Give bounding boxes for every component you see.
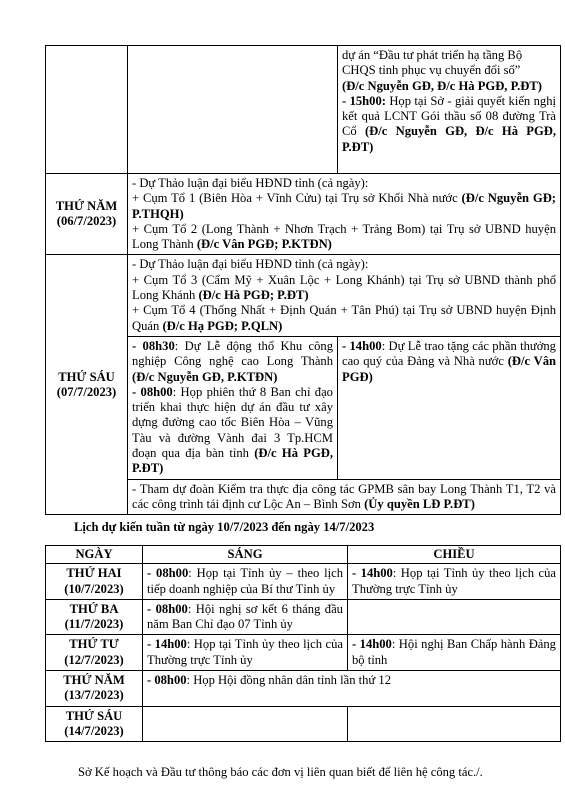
column-header: SÁNG <box>143 546 348 564</box>
schedule-table-current-week <box>45 45 561 515</box>
table-row <box>46 564 561 600</box>
afternoon-cell <box>348 599 561 635</box>
day-cell: THỨ SÁU (14/7/2023) <box>46 706 143 742</box>
full-day-cell: - 08h00: Họp Hội đồng nhân dân tỉnh lần thứ 12 <box>143 671 561 707</box>
afternoon-cell: - 14h00: Họp tại Tỉnh ủy theo lịch của Thường trực Tỉnh ủy <box>348 564 561 600</box>
table-row <box>46 706 561 742</box>
afternoon-cell <box>348 706 561 742</box>
afternoon-cell: - 14h00: Hội nghị Ban Chấp hành Đảng bộ tỉnh <box>348 635 561 671</box>
day-cell: THỨ SÁU (07/7/2023) <box>46 255 128 515</box>
column-header: NGÀY <box>46 546 143 564</box>
schedule-cell: - Tham dự đoàn Kiểm tra thực địa công tác GPMB sân bay Long Thành T1, T2 và các công trình tái định cư Lộc An – Bình Sơn (Ủy quyền LĐ P.ĐT) <box>128 479 561 515</box>
footer-note: Sở Kế hoạch và Đầu tư thông báo các đơn vị liên quan biết để liên hệ công tác./. <box>78 765 483 779</box>
table-row <box>46 635 561 671</box>
table-row <box>46 599 561 635</box>
afternoon-cell: - 14h00: Dự Lễ trao tặng các phần thưởng cao quý của Đảng và Nhà nước (Đ/c Vân PGĐ) <box>338 336 561 479</box>
table-row <box>46 46 561 174</box>
day-cell: THỨ NĂM (06/7/2023) <box>46 174 128 255</box>
column-header: CHIỀU <box>348 546 561 564</box>
day-cell: THỨ TƯ (12/7/2023) <box>46 635 143 671</box>
table-header-row <box>46 546 561 564</box>
table-row-friday <box>46 255 561 336</box>
morning-cell: - 14h00: Họp tại Tỉnh ủy theo lịch của Thường trực Tỉnh ủy <box>143 635 348 671</box>
continued-entry: dự án “Đầu tư phát triển hạ tầng Bộ CHQS tỉnh phục vụ chuyển đổi số” (Đ/c Nguyễn GĐ, Đ/c Hà PGĐ, P.ĐT) - 15h00: Họp tại Sở - giải quyết kiến nghị kết quả LCNT Gói thầu số 08 đường Trà Cổ (Đ/c Nguyễn GĐ, Đ/c Hà PGĐ, P.ĐT) <box>338 46 561 174</box>
morning-cell: - 08h30: Dự Lễ động thổ Khu công nghiệp Công nghệ cao Long Thành (Đ/c Nguyễn GĐ, P.KTĐN) - 08h00: Họp phiên thứ 8 Ban chỉ đạo triển khai thực hiện dự án đầu tư xây dựng đường cao tốc Biên Hòa – Vũng Tàu và đường Vành đai 3 Tp.HCM đoạn qua địa bàn tỉnh (Đ/c Hà PGĐ, P.ĐT) <box>128 336 338 479</box>
schedule-table-next-week <box>45 545 561 742</box>
table-row-thursday <box>46 174 561 255</box>
schedule-cell: - Dự Thảo luận đại biểu HĐND tỉnh (cả ngày): + Cụm Tổ 3 (Cẩm Mỹ + Xuân Lộc + Long Khánh) tại Trụ sở UBND thành phố Long Khánh (Đ/c Hà PGĐ; P.ĐT) + Cụm Tổ 4 (Thống Nhất + Định Quán + Tân Phú) tại Trụ sở UBND huyện Định Quán (Đ/c Hạ PGĐ; P.QLN) <box>128 255 561 336</box>
day-cell: THỨ NĂM (13/7/2023) <box>46 671 143 707</box>
day-cell: THỨ BA (11/7/2023) <box>46 599 143 635</box>
day-cell: THỨ HAI (10/7/2023) <box>46 564 143 600</box>
schedule-cell: - Dự Thảo luận đại biểu HĐND tỉnh (cả ngày): + Cụm Tổ 1 (Biên Hòa + Vĩnh Cửu) tại Trụ sở Khối Nhà nước (Đ/c Nguyễn GĐ; P.THQH) + Cụm Tổ 2 (Long Thành + Nhơn Trạch + Trảng Bom) tại Trụ sở UBND huyện Long Thành (Đ/c Vân PGĐ; P.KTĐN) <box>128 174 561 255</box>
table-row <box>46 671 561 707</box>
morning-cell: - 08h00: Họp tại Tỉnh ủy – theo lịch tiếp doanh nghiệp của Bí thư Tỉnh ủy <box>143 564 348 600</box>
next-week-heading: Lịch dự kiến tuần từ ngày 10/7/2023 đến ngày 14/7/2023 <box>74 520 375 534</box>
morning-cell <box>143 706 348 742</box>
morning-cell: - 08h00: Hội nghị sơ kết 6 tháng đầu năm Ban Chỉ đạo 07 Tỉnh ủy <box>143 599 348 635</box>
